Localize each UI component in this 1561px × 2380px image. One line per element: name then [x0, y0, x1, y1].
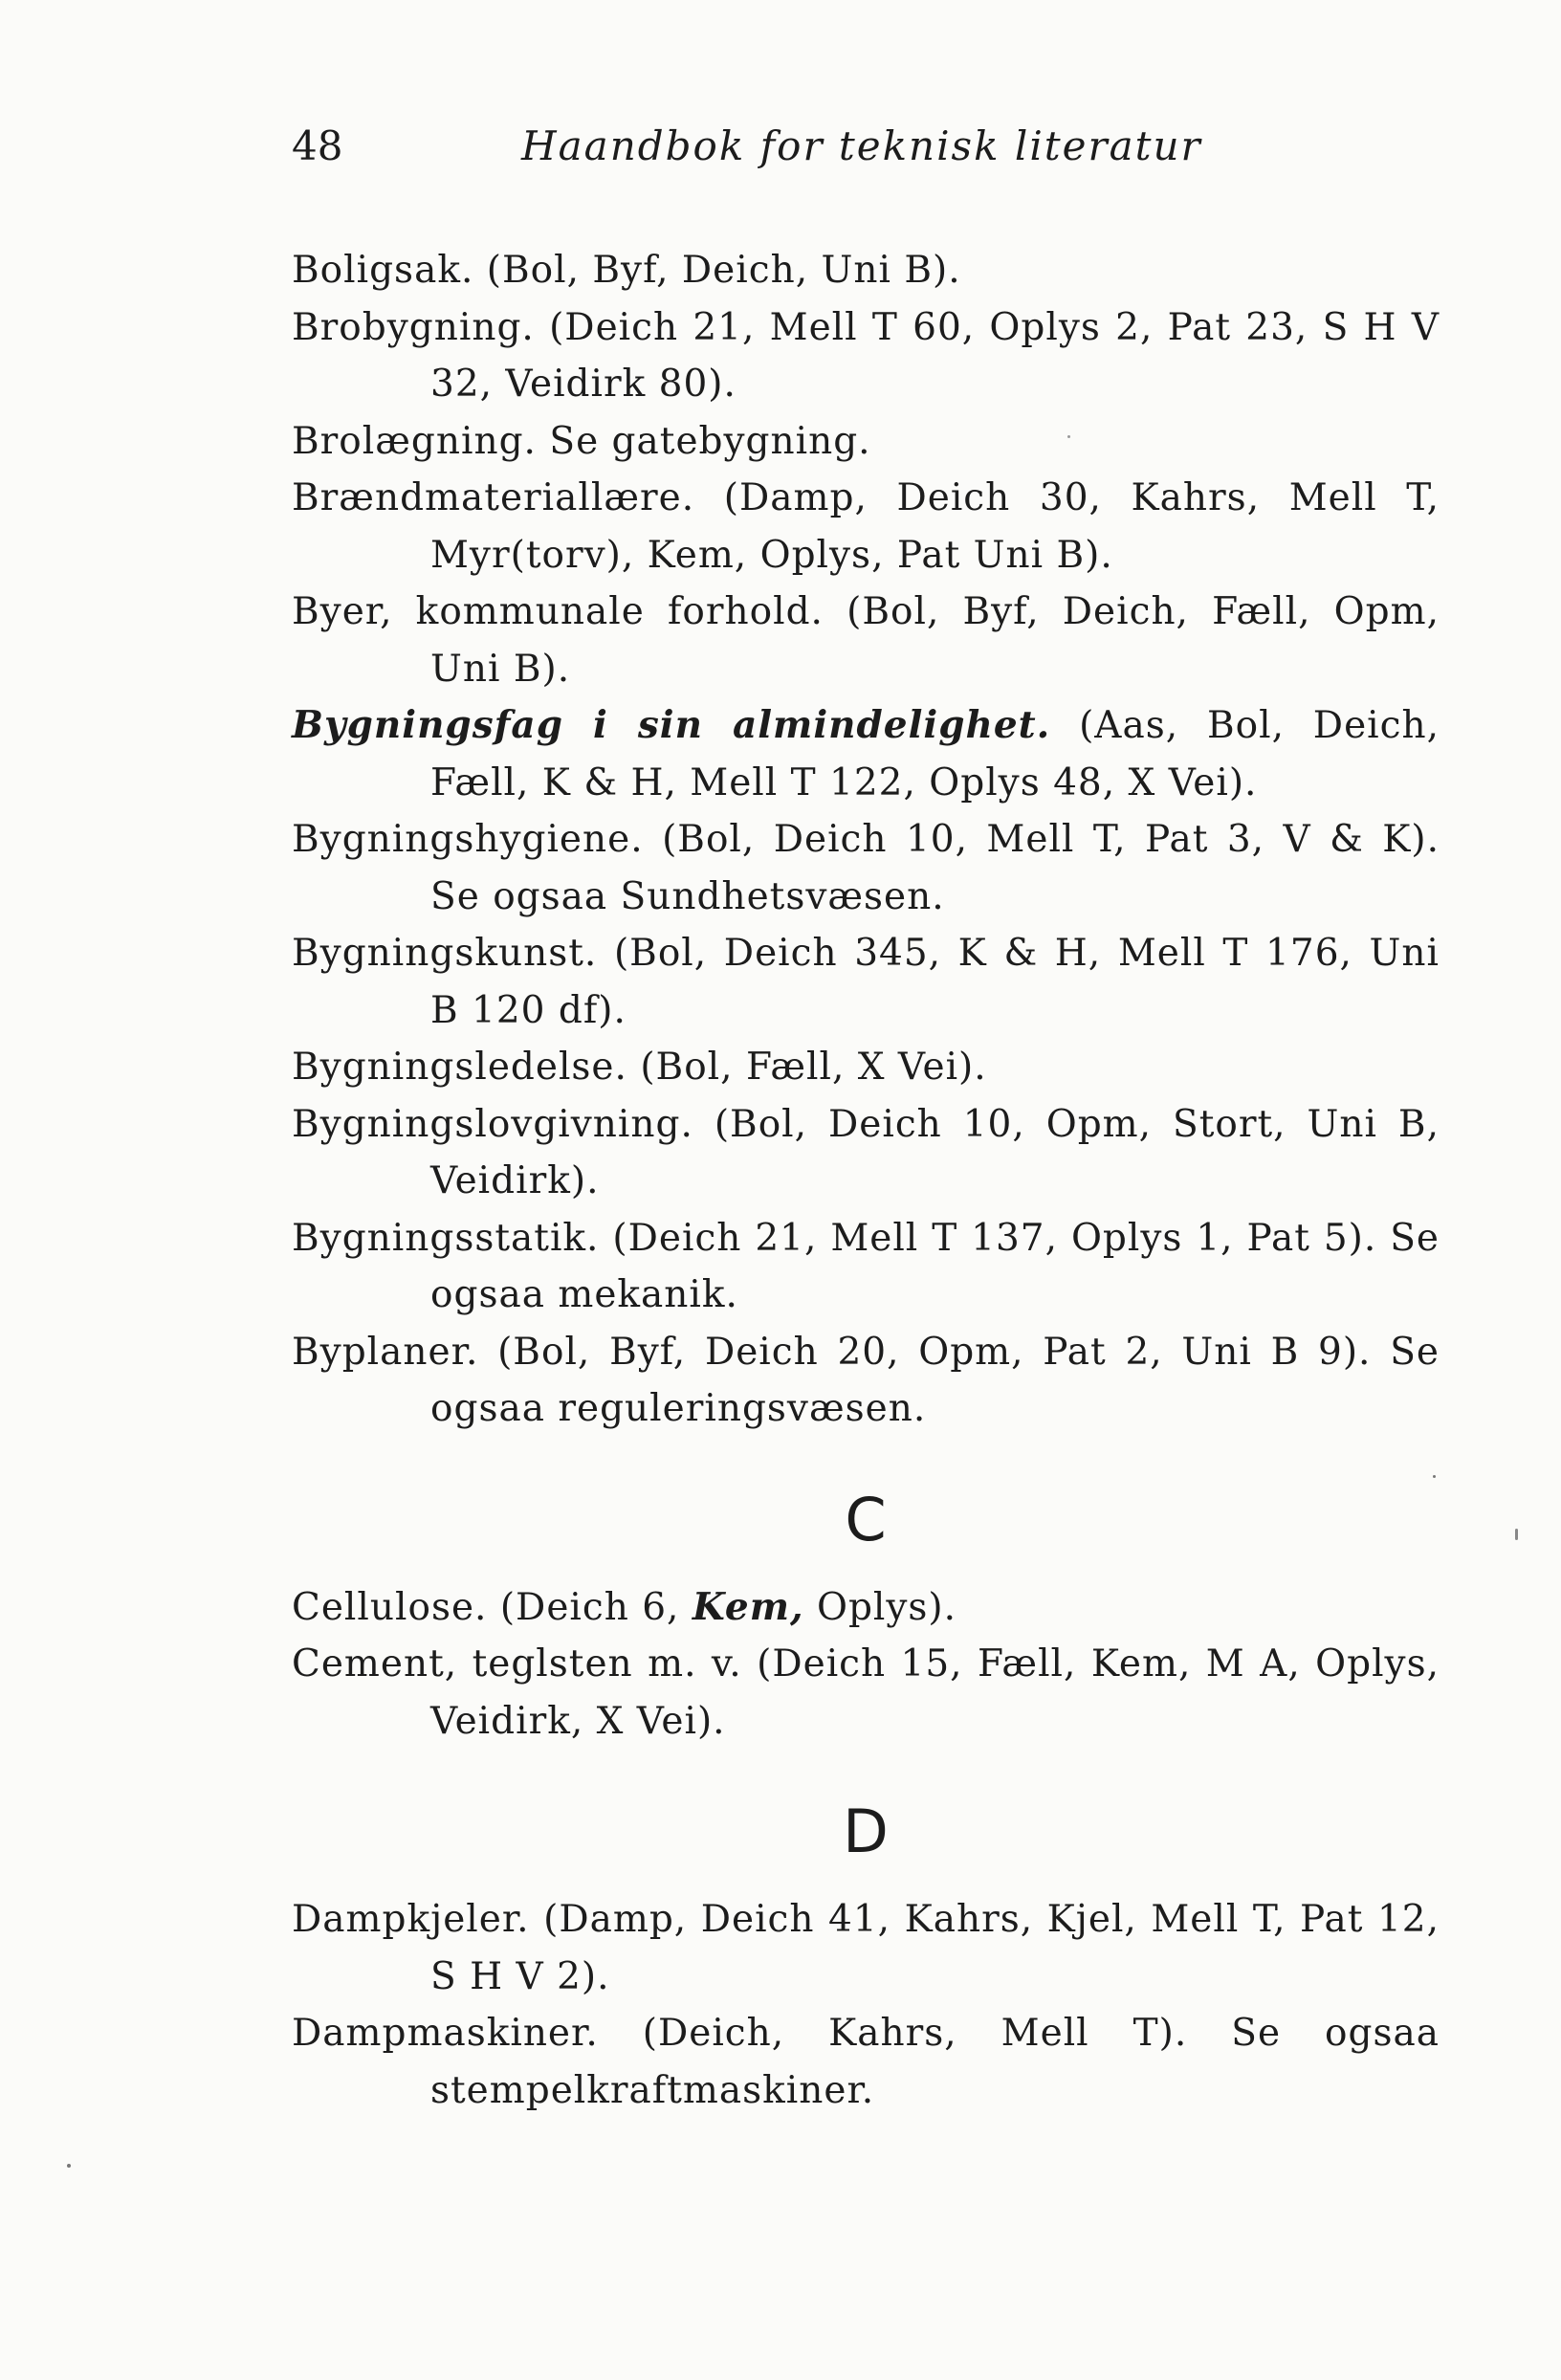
index-entry-bygningsfag — [292, 697, 1440, 811]
entry-term: Cellulose. — [292, 1585, 488, 1629]
entry-refs: (Bol, Fæll, X Vei). — [640, 1046, 987, 1089]
entry-term: Brolægning. — [292, 419, 537, 463]
index-entry-bygningskunst — [292, 925, 1440, 1039]
entry-refs: (Bol, Byf, Deich, Uni B). — [486, 249, 961, 292]
entry-term: Bygningskunst. — [292, 932, 598, 975]
entry-term: Bygningsstatik. — [292, 1216, 600, 1260]
entry-refs-emphasis: Kem, — [692, 1584, 804, 1629]
paper-speck — [1433, 1475, 1436, 1478]
index-entry-cement — [292, 1636, 1440, 1750]
index-entry-bygningsledelse — [292, 1039, 1440, 1096]
section-letter-c: C — [845, 1484, 887, 1554]
index-entry-byer — [292, 584, 1440, 697]
entry-term: Boligsak. — [292, 249, 474, 292]
entry-refs: (Aas, Bol, Deich, Fæll, K & H, Mell T 122, Oplys 48, X Vei). — [430, 704, 1440, 804]
entry-refs: (Bol, Deich 10, Opm, Stort, Uni B, Veidirk). — [430, 1102, 1440, 1202]
entry-refs: (Bol, Byf, Deich 20, Opm, Pat 2, Uni B 9). Se ogsaa reguleringsvæsen. — [430, 1330, 1440, 1430]
index-entry-bygningslovgivning — [292, 1096, 1440, 1210]
page-number: 48 — [292, 122, 343, 169]
entry-term: Bygningshygiene. — [292, 818, 644, 861]
index-entry-brolaegning — [292, 413, 1440, 471]
entry-refs: Oplys). — [816, 1585, 957, 1629]
entry-term: Bygningsfag i sin almindelighet. — [292, 703, 1051, 747]
page-header — [292, 122, 1248, 180]
entry-refs: (Deich, Kahrs, Mell T). Se ogsaa stempelkraftmaskiner. — [430, 2012, 1440, 2112]
entry-term: Dampmaskiner. — [292, 2012, 599, 2055]
entry-term: Brændmateriallære. — [292, 476, 695, 519]
entry-refs: (Deich 6, — [499, 1585, 680, 1629]
entry-refs: Se gatebygning. — [549, 419, 871, 463]
index-entry-dampkjeler — [292, 1891, 1440, 2005]
index-entry-dampmaskiner — [292, 2005, 1440, 2119]
entry-refs: (Damp, Deich 30, Kahrs, Mell T, Myr(torv), Kem, Oplys, Pat Uni B). — [430, 476, 1440, 577]
index-entry-braendmateriallaere — [292, 470, 1440, 584]
paper-speck — [67, 2164, 71, 2168]
entry-term: Byplaner. — [292, 1330, 479, 1374]
section-letter-d: D — [843, 1796, 889, 1866]
index-entry-byplaner — [292, 1324, 1440, 1438]
entry-term: Byer, kommunale forhold. — [292, 590, 824, 633]
entry-refs: (Deich 15, Fæll, Kem, M A, Oplys, Veidirk, X Vei). — [430, 1642, 1440, 1743]
entry-term: Bygningslovgivning. — [292, 1102, 693, 1146]
index-content — [292, 242, 1440, 2119]
entry-term: Cement, teglsten m. v. — [292, 1642, 742, 1686]
index-entry-cellulose — [292, 1579, 1440, 1637]
entry-refs: (Deich 21, Mell T 60, Oplys 2, Pat 23, S H V 32, Veidirk 80). — [430, 305, 1440, 406]
entry-term: Brobygning. — [292, 305, 535, 349]
index-entry-brobygning — [292, 299, 1440, 413]
entry-term: Bygningsledelse. — [292, 1046, 627, 1089]
running-title: Haandbok for teknisk literatur — [521, 122, 1202, 169]
paper-speck — [1515, 1529, 1518, 1540]
index-entry-bygningshygiene — [292, 811, 1440, 925]
entry-term: Dampkjeler. — [292, 1898, 530, 1941]
entry-refs: (Damp, Deich 41, Kahrs, Kjel, Mell T, Pat 12, S H V 2). — [430, 1898, 1440, 1998]
index-entry-boligsak — [292, 242, 1440, 299]
index-entry-bygningsstatik — [292, 1210, 1440, 1324]
entry-refs: (Bol, Deich 10, Mell T, Pat 3, V & K). Se ogsaa Sundhetsvæsen. — [430, 818, 1440, 918]
entry-refs: (Deich 21, Mell T 137, Oplys 1, Pat 5). Se ogsaa mekanik. — [430, 1216, 1440, 1316]
paper-speck — [1067, 435, 1070, 438]
entry-refs: (Bol, Deich 345, K & H, Mell T 176, Uni B 120 df). — [430, 932, 1440, 1032]
entry-refs: (Bol, Byf, Deich, Fæll, Opm, Uni B). — [430, 590, 1440, 691]
